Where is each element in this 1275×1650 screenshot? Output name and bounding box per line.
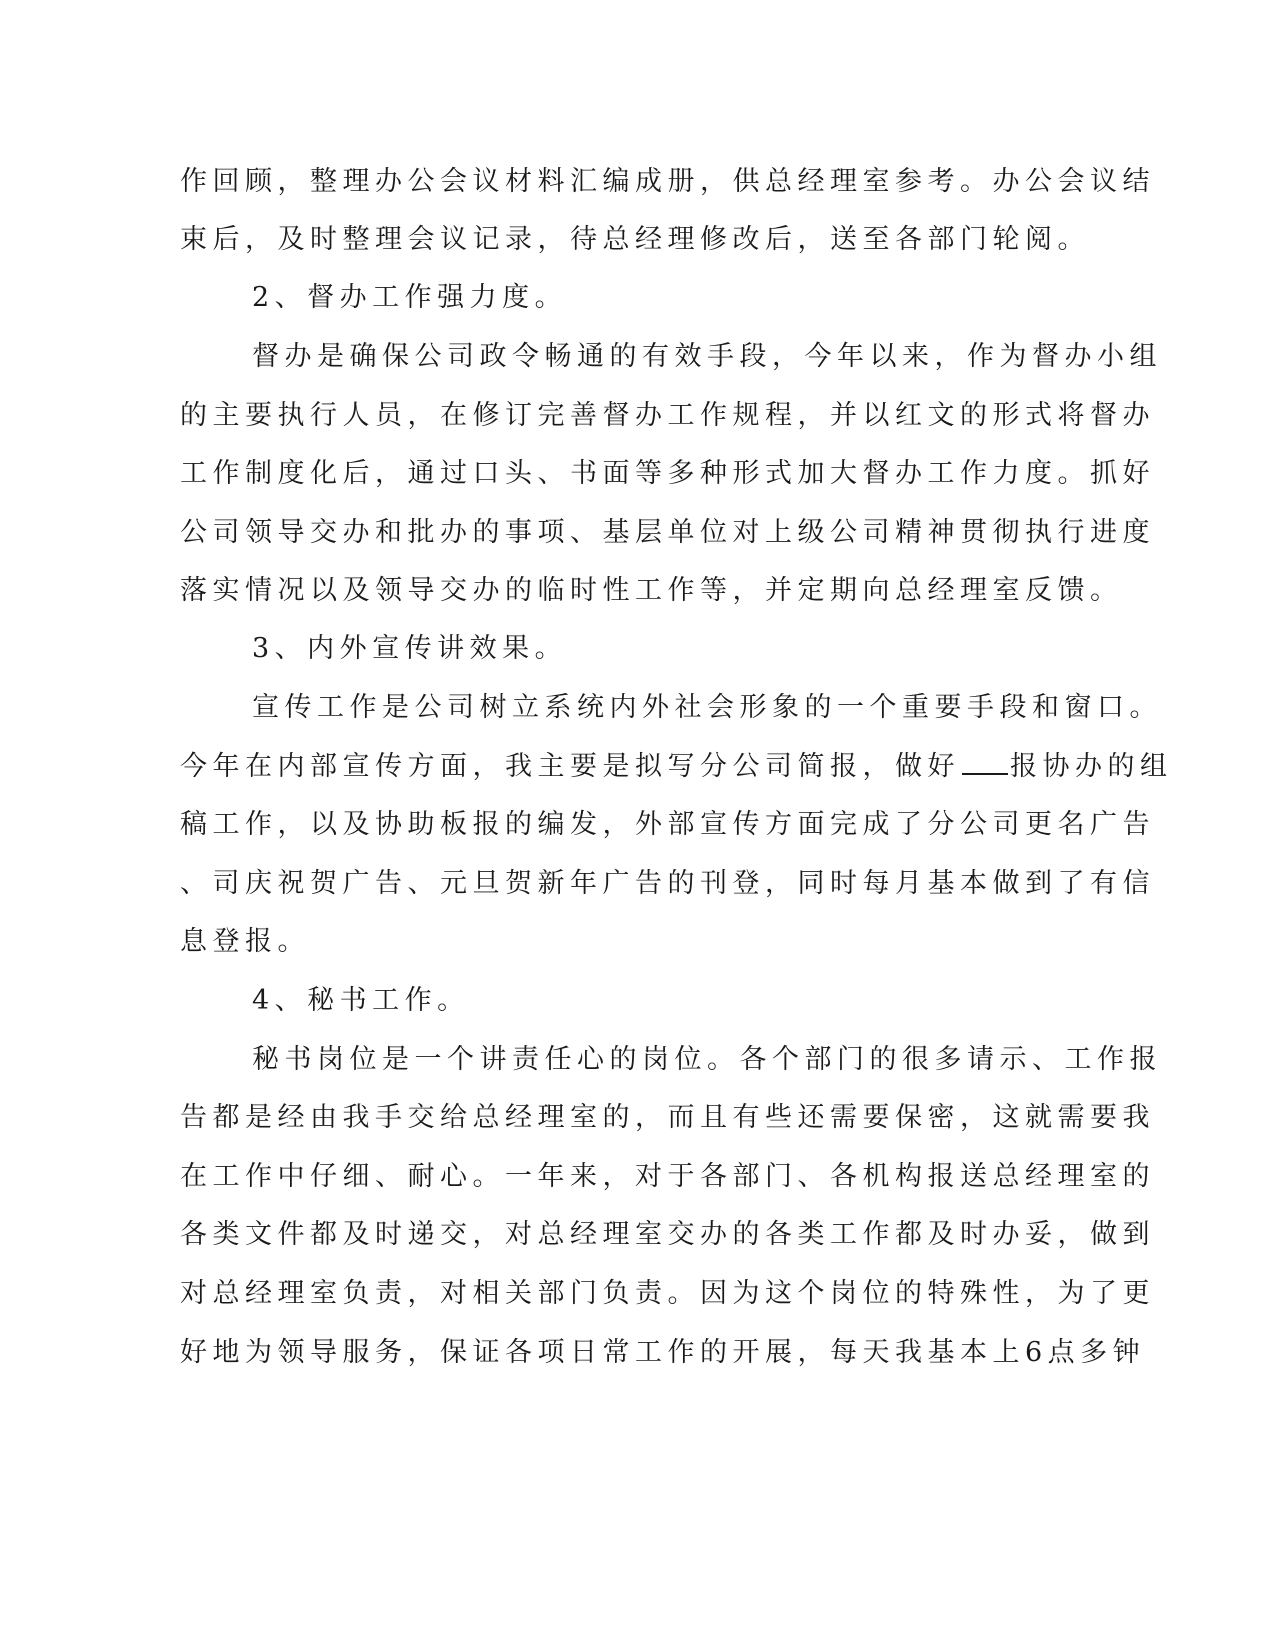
paragraph-line: 秘书岗位是一个讲责任心的岗位。各个部门的很多请示、工作报 — [252, 1044, 1162, 1075]
paragraph-line: 督办是确保公司政令畅通的有效手段，今年以来，作为督办小组 — [252, 341, 1162, 372]
paragraph-line: 在工作中仔细、耐心。一年来，对于各部门、各机构报送总经理室的 — [180, 1161, 1155, 1192]
paragraph-line: 作回顾，整理办公会议材料汇编成册，供总经理室参考。办公会议结 — [180, 166, 1155, 197]
paragraph-line: 束后，及时整理会议记录，待总经理修改后，送至各部门轮阅。 — [180, 224, 1090, 255]
section-heading: 2、督办工作强力度。 — [252, 282, 568, 313]
paragraph-line: 工作制度化后，通过口头、书面等多种形式加大督办工作力度。抓好 — [180, 458, 1155, 489]
paragraph-line: 好地为领导服务，保证各项日常工作的开展，每天我基本上6点多钟 — [180, 1337, 1146, 1368]
line-prefix: 今年在内部宣传方面，我主要是拟写分公司简报，做好 — [180, 751, 960, 782]
section-heading: 3、内外宣传讲效果。 — [252, 633, 568, 664]
paragraph-line: 的主要执行人员，在修订完善督办工作规程，并以红文的形式将督办 — [180, 400, 1155, 431]
paragraph-line: 落实情况以及领导交办的临时性工作等，并定期向总经理室反馈。 — [180, 575, 1123, 606]
paragraph-line-with-blank — [180, 747, 1173, 787]
paragraph-line: 息登报。 — [180, 926, 310, 957]
paragraph-line: 对总经理室负责，对相关部门负责。因为这个岗位的特殊性，为了更 — [180, 1278, 1155, 1309]
section-heading: 4、秘书工作。 — [252, 985, 470, 1016]
paragraph-line: 宣传工作是公司树立系统内外社会形象的一个重要手段和窗口。 — [252, 692, 1162, 723]
line-suffix: 报协办的组 — [1010, 751, 1173, 782]
paragraph-line: 稿工作，以及协助板报的编发，外部宣传方面完成了分公司更名广告 — [180, 809, 1155, 840]
fill-in-blank — [962, 747, 1008, 775]
paragraph-line: 公司领导交办和批办的事项、基层单位对上级公司精神贯彻执行进度 — [180, 517, 1155, 548]
paragraph-line: 告都是经由我手交给总经理室的，而且有些还需要保密，这就需要我 — [180, 1102, 1155, 1133]
paragraph-line: 各类文件都及时递交，对总经理室交办的各类工作都及时办妥，做到 — [180, 1219, 1155, 1250]
paragraph-line: 、司庆祝贺广告、元旦贺新年广告的刊登，同时每月基本做到了有信 — [180, 868, 1155, 899]
